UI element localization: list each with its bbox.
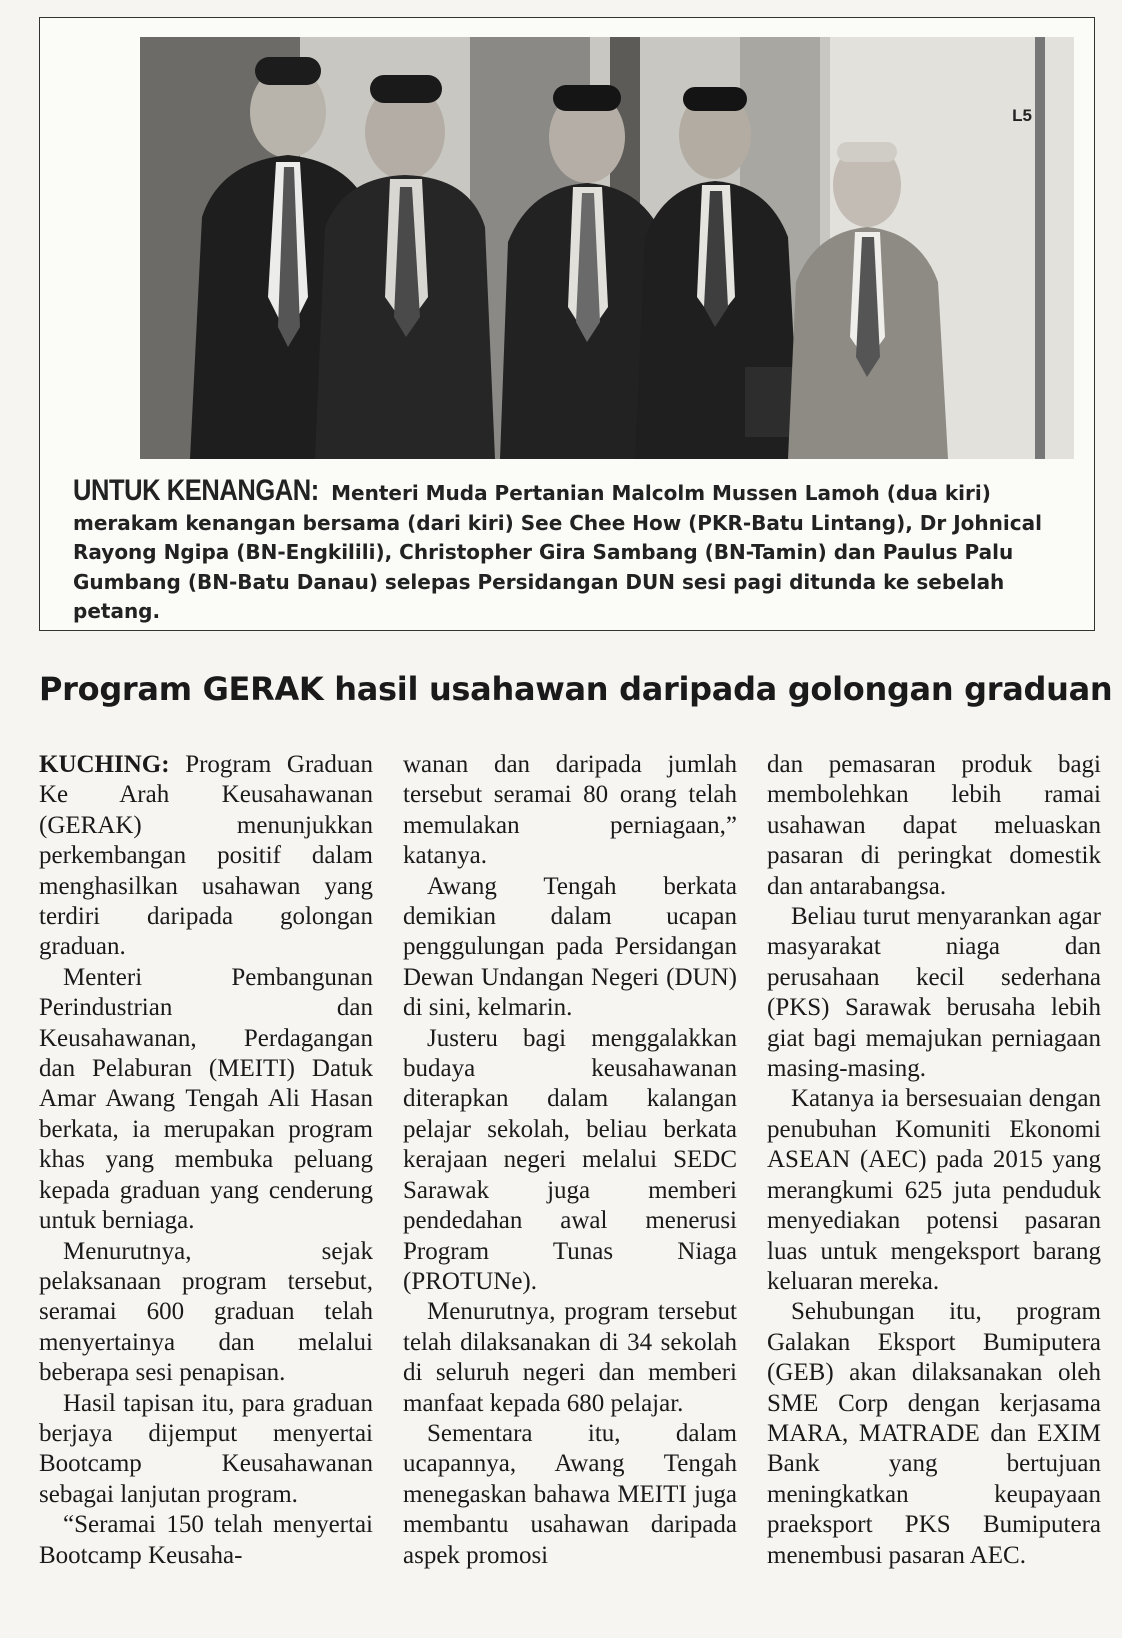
article-paragraph: Sementara itu, dalam ucapannya, Awang Tengah menegaskan bahawa MEITI juga membantu usahawan daripada aspek promosi bbox=[403, 1419, 737, 1569]
photo-caption-box bbox=[39, 17, 1095, 631]
article-column-3 bbox=[767, 750, 1101, 1620]
article-paragraph: Katanya ia bersesuaian dengan penubuhan Komuniti Ekonomi ASEAN (AEC) pada 2015 yang merangkumi 625 juta penduduk menyediakan potensi pasaran luas untuk mengeksport barang keluaran mereka. bbox=[767, 1085, 1101, 1295]
dateline: KUCHING: bbox=[39, 751, 170, 778]
article-paragraph: “Seramai 150 telah menyertai Bootcamp Keusaha- bbox=[39, 1511, 373, 1569]
article-paragraph: Hasil tapisan itu, para graduan berjaya dijemput menyertai Bootcamp Keusahawanan sebagai lanjutan program. bbox=[39, 1389, 373, 1508]
article-paragraph: dan pemasaran produk bagi membolehkan lebih ramai usahawan dapat meluaskan pasaran di peringkat domestik dan antarabangsa. bbox=[767, 751, 1101, 900]
group-photo-illustration bbox=[140, 37, 1074, 459]
paragraph-text: Program Graduan Ke Arah Keusahawanan (GERAK) menunjukkan perkembangan positif dalam menghasilkan usahawan yang terdiri daripada golongan graduan. bbox=[39, 751, 374, 961]
article-column-1 bbox=[39, 750, 373, 1620]
photo-caption bbox=[73, 476, 1073, 627]
page-marker: L5 bbox=[1012, 106, 1032, 125]
article-paragraph bbox=[39, 750, 373, 963]
article-paragraph: wanan dan daripada jumlah tersebut seramai 80 orang telah memulakan perniagaan,” katanya. bbox=[403, 751, 737, 870]
article-paragraph: Sehubungan itu, program Galakan Eksport Bumiputera (GEB) akan dilaksanakan oleh SME Corp dengan kerjasama MARA, MATRADE dan EXIM Bank yang bertujuan meningkatkan keupayaan praeksport PKS Bumiputera menembusi pasaran AEC. bbox=[767, 1298, 1101, 1569]
article-column-2 bbox=[403, 750, 737, 1620]
article-paragraph: Justeru bagi menggalakkan budaya keusahawanan diterapkan dalam kalangan pelajar sekolah, beliau berkata kerajaan negeri melalui SEDC Sarawak juga memberi pendedahan awal menerusi Program Tunas Niaga (PROTUNe). bbox=[403, 1024, 737, 1295]
article-paragraph: Menurutnya, program tersebut telah dilaksanakan di 34 sekolah di seluruh negeri dan memberi manfaat kepada 680 pelajar. bbox=[403, 1298, 737, 1417]
article-paragraph: Menteri Pembangunan Perindustrian dan Keusahawanan, Perdagangan dan Pelaburan (MEITI) Datuk Amar Awang Tengah Ali Hasan berkata, ia merupakan program khas yang membuka peluang kepada graduan yang cenderung untuk berniaga. bbox=[39, 963, 373, 1235]
article-paragraph: Menurutnya, sejak pelaksanaan program tersebut, seramai 600 graduan telah menyertainya dan melalui beberapa sesi penapisan. bbox=[39, 1237, 373, 1387]
group-photo bbox=[140, 37, 1074, 459]
article-body bbox=[39, 750, 1101, 1620]
article-paragraph: Awang Tengah berkata demikian dalam ucapan penggulungan pada Persidangan Dewan Undangan Negeri (DUN) di sini, kelmarin. bbox=[403, 872, 737, 1022]
caption-lead: UNTUK KENANGAN: bbox=[73, 474, 319, 507]
article-headline: Program GERAK hasil usahawan daripada golongan graduan bbox=[39, 670, 1113, 708]
caption-text: Menteri Muda Pertanian Malcolm Mussen Lamoh (dua kiri) merakam kenangan bersama (dari kiri) See Chee How (PKR-Batu Lintang), Dr Johnical Rayong Ngipa (BN-Engkilili), Christopher Gira Sambang (BN-Tamin) dan Paulus Palu Gumbang (BN-Batu Danau) selepas Persidangan DUN sesi pagi ditunda ke sebelah petang. bbox=[73, 481, 1042, 623]
article-paragraph: Beliau turut menyarankan agar masyarakat niaga dan perusahaan kecil sederhana (PKS) Sarawak berusaha lebih giat bagi memajukan perniagaan masing-masing. bbox=[767, 903, 1101, 1083]
